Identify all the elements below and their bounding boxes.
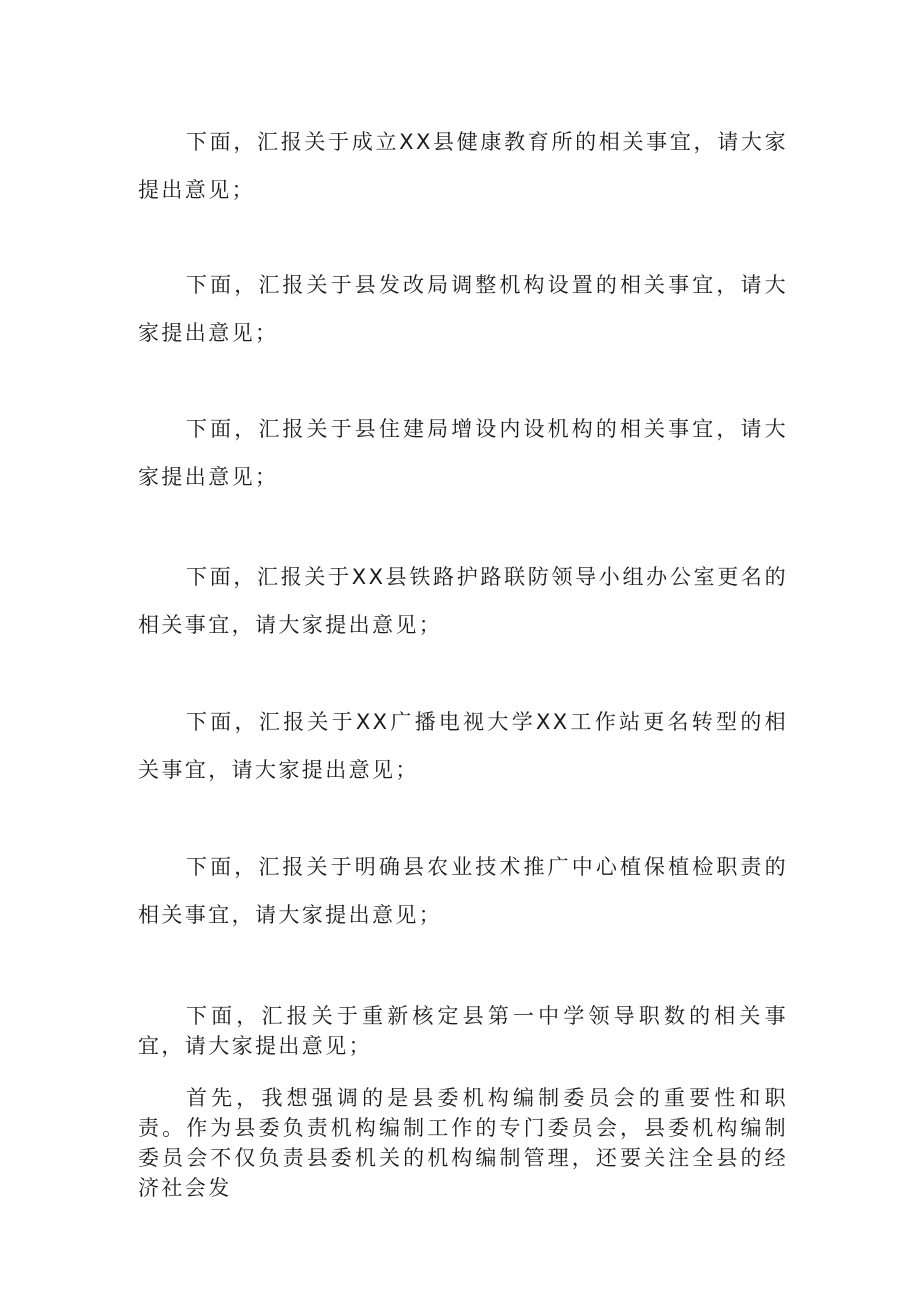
paragraph-housing-construction: 下面，汇报关于县住建局增设内设机构的相关事宜，请大家提出意见；: [138, 417, 788, 489]
paragraph-railway-office-rename: 下面，汇报关于XX县铁路护路联防领导小组办公室更名的相关事宜，请大家提出意见；: [138, 565, 788, 637]
paragraph-tv-university-station: 下面，汇报关于XX广播电视大学XX工作站更名转型的相关事宜，请大家提出意见；: [138, 710, 788, 782]
paragraph-committee-duties: 首先，我想强调的是县委机构编制委员会的重要性和职责。作为县委负责机构编制工作的专门委员会，县委机构编制委员会不仅负责县委机关的机构编制管理，还要关注全县的经济社会发: [138, 1086, 788, 1200]
paragraph-agriculture-center: 下面，汇报关于明确县农业技术推广中心植保植检职责的相关事宜，请大家提出意见；: [138, 855, 788, 927]
paragraph-development-reform: 下面，汇报关于县发改局调整机构设置的相关事宜，请大家提出意见；: [138, 273, 788, 345]
paragraph-health-education: 下面，汇报关于成立XX县健康教育所的相关事宜，请大家提出意见；: [138, 130, 788, 202]
paragraph-first-middle-school: 下面，汇报关于重新核定县第一中学领导职数的相关事宜，请大家提出意见；: [138, 1004, 788, 1058]
